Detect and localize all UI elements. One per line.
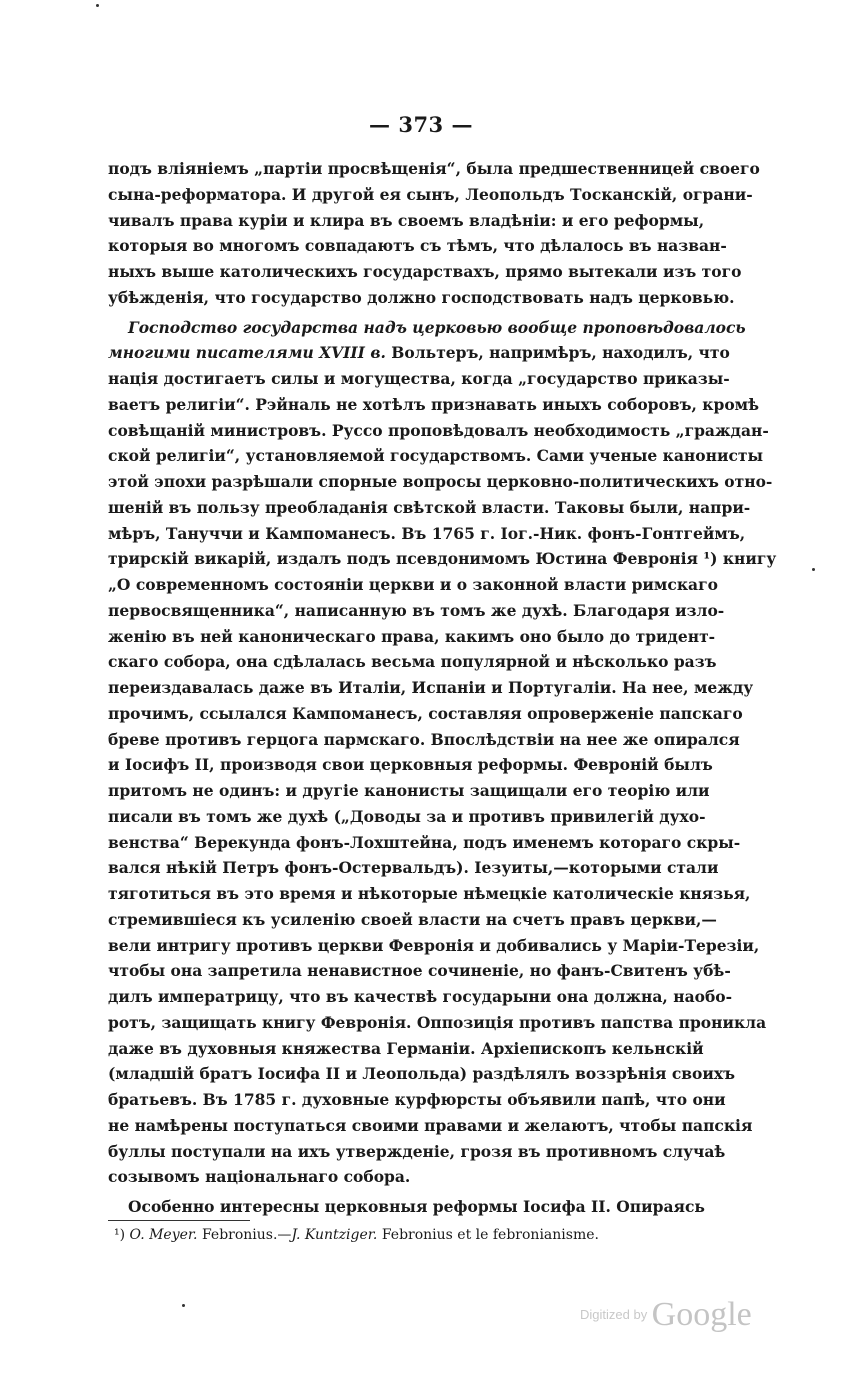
text-line xyxy=(108,830,741,856)
text-span: дилъ императрицу, что въ качествѣ государыни она должна, наобо- xyxy=(108,987,733,1006)
text-line xyxy=(108,1164,698,1190)
text-line xyxy=(108,804,706,830)
text-span: этой эпохи разрѣшали спорные вопросы церковно-политическихъ отно- xyxy=(108,472,773,491)
text-line xyxy=(108,208,705,234)
text-line xyxy=(108,701,743,727)
text-span: которыя во многомъ совпадаютъ съ тѣмъ, что дѣлалось въ назван- xyxy=(108,236,727,256)
page-number: — 373 — xyxy=(369,112,473,137)
scan-speck xyxy=(182,1304,185,1307)
text-line xyxy=(108,340,730,366)
scan-speck xyxy=(812,568,815,571)
text-line xyxy=(108,598,725,624)
footnote-author-2: J. Kuntziger. xyxy=(291,1227,378,1243)
footnote-rule xyxy=(108,1220,250,1221)
footnote-title-1: Febronius.— xyxy=(201,1227,292,1243)
text-span: подъ вліяніемъ „партіи просвѣщенія“, была предшественницей своего xyxy=(108,159,760,178)
text-span: чтобы она запретила ненавистное сочиненіе, но фанъ-Свитенъ убѣ- xyxy=(108,961,731,981)
text-line xyxy=(108,315,746,341)
text-line xyxy=(108,392,760,418)
text-span: (младшій братъ Іосифа II и Леопольда) раздѣлялъ воззрѣнія своихъ xyxy=(108,1064,736,1084)
footnote-title-2: Febronius et le febronianisme. xyxy=(381,1227,599,1243)
text-span: переиздавалась даже въ Италіи, Испаніи и Португаліи. На нее, между xyxy=(108,678,754,697)
text-span: трирскій викарій, издалъ подъ псевдонимомъ Юстина Февронія ¹) книгу xyxy=(108,549,777,569)
text-span: совѣщаній министровъ. Руссо проповѣдовалъ необходимость „граждан- xyxy=(108,420,769,440)
body-text xyxy=(108,156,777,1220)
text-span: ротъ, защищать книгу Февронія. Оппозиція противъ папства проникла xyxy=(108,1012,767,1032)
text-span: вался нѣкій Петръ фонъ-Остервальдъ). Іезуиты,—которыми стали xyxy=(108,858,719,878)
text-span: бреве противъ герцога пармскаго. Впослѣдствіи на нее же опирался xyxy=(108,729,740,749)
text-line xyxy=(108,649,717,675)
text-span: и Іосифъ II, производя свои церковныя реформы. Февроній былъ xyxy=(108,755,713,775)
text-span: Господство государства надъ церковью вообще проповѣдовалось xyxy=(128,317,746,337)
digitized-prefix: Digitized by xyxy=(580,1307,648,1322)
footnote-author-1: O. Meyer. xyxy=(129,1227,198,1243)
text-span: Особенно интересны церковныя реформы Іосифа II. Опираясь xyxy=(128,1197,705,1216)
scan-speck xyxy=(96,4,99,7)
text-span: буллы поступали на ихъ утвержденіе, грозя въ противномъ случаѣ xyxy=(108,1141,726,1161)
text-span: первосвященника“, написанную въ томъ же духѣ. Благодаря изло- xyxy=(108,600,725,620)
text-span: ской религіи“, установляемой государствомъ. Сами ученые канонисты xyxy=(108,446,764,466)
text-line xyxy=(108,881,751,907)
text-line xyxy=(108,1010,767,1036)
text-line xyxy=(108,521,746,547)
text-line xyxy=(108,1087,726,1113)
text-line xyxy=(108,1194,705,1220)
text-line xyxy=(108,675,754,701)
text-span: притомъ не одинъ: и другіе канонисты защищали его теорію или xyxy=(108,781,710,800)
text-line xyxy=(108,418,769,444)
text-span: „О современномъ состояніи церкви и о законной власти римскаго xyxy=(108,575,718,594)
text-line xyxy=(108,778,710,804)
text-line xyxy=(108,1036,704,1062)
footnote xyxy=(108,1224,704,1246)
text-line xyxy=(108,156,760,182)
text-span: чивалъ права куріи и клира въ своемъ владѣніи: и его реформы, xyxy=(108,210,705,230)
text-span: не намѣрены поступаться своими правами и желаютъ, чтобы папскія xyxy=(108,1115,753,1135)
text-line xyxy=(108,907,717,933)
text-span: ваетъ религіи“. Рэйналь не хотѣлъ признавать иныхъ соборовъ, кромѣ xyxy=(108,394,760,414)
text-line xyxy=(108,855,719,881)
text-span: стремившіеся къ усиленію своей власти на счетъ правъ церкви,— xyxy=(108,909,717,929)
text-span: писали въ томъ же духѣ („Доводы за и противъ привилегій духо- xyxy=(108,806,706,826)
text-span: шеній въ пользу преобладанія свѣтской власти. Таковы были, напри- xyxy=(108,497,751,517)
text-line xyxy=(108,1139,726,1165)
text-span: братьевъ. Въ 1785 г. духовные курфюрсты объявили папѣ, что они xyxy=(108,1090,726,1109)
text-span: даже въ духовныя княжества Германіи. Архіепископъ кельнскій xyxy=(108,1038,704,1058)
text-span: многими писателями XVIII в. xyxy=(108,343,386,363)
text-line xyxy=(108,182,753,208)
text-span: сына-реформатора. И другой ея сынъ, Леопольдъ Тосканскій, ограни- xyxy=(108,184,753,204)
text-line xyxy=(108,572,718,598)
text-line xyxy=(108,285,735,311)
text-span: ныхъ выше католическихъ государствахъ, прямо вытекали изъ того xyxy=(108,262,742,281)
footnote-marker: ¹) xyxy=(114,1227,126,1243)
text-line xyxy=(108,233,727,259)
text-span: венства“ Верекунда фонъ-Лохштейна, подъ именемъ котораго скры- xyxy=(108,832,741,852)
text-span: Вольтеръ, напримѣръ, находилъ, что xyxy=(385,343,730,363)
text-line xyxy=(108,958,731,984)
text-span: нація достигаетъ силы и могущества, когда „государство приказы- xyxy=(108,369,730,388)
text-line xyxy=(108,984,733,1010)
text-line xyxy=(108,495,751,521)
text-span: убѣжденія, что государство должно господствовать надъ церковью. xyxy=(108,287,735,307)
text-span: тяготиться въ это время и нѣкоторые нѣмецкіе католическіе князья, xyxy=(108,884,751,903)
text-span: созывомъ національнаго собора. xyxy=(108,1167,411,1187)
google-logo: Google xyxy=(651,1296,752,1333)
text-line xyxy=(108,1113,753,1139)
text-line xyxy=(108,624,716,650)
text-line xyxy=(108,546,777,572)
text-span: прочимъ, ссылался Кампоманесъ, составляя опроверженіе папскаго xyxy=(108,703,743,723)
text-line xyxy=(108,752,713,778)
text-line xyxy=(108,259,742,285)
text-span: женію въ ней каноническаго права, какимъ оно было до тридент- xyxy=(108,626,716,646)
text-line xyxy=(108,469,773,495)
text-span: мѣръ, Тануччи и Кампоманесъ. Въ 1765 г. Іог.-Ник. фонъ-Гонтгеймъ, xyxy=(108,523,746,543)
text-line xyxy=(108,933,760,959)
text-line xyxy=(108,1061,736,1087)
text-line xyxy=(108,727,740,753)
digitized-watermark xyxy=(580,1296,752,1334)
text-span: вели интригу противъ церкви Февронія и добивались у Маріи-Терезіи, xyxy=(108,935,760,955)
text-line xyxy=(108,443,764,469)
text-span: скаго собора, она сдѣлалась весьма популярной и нѣсколько разъ xyxy=(108,652,717,672)
text-line xyxy=(108,366,730,392)
